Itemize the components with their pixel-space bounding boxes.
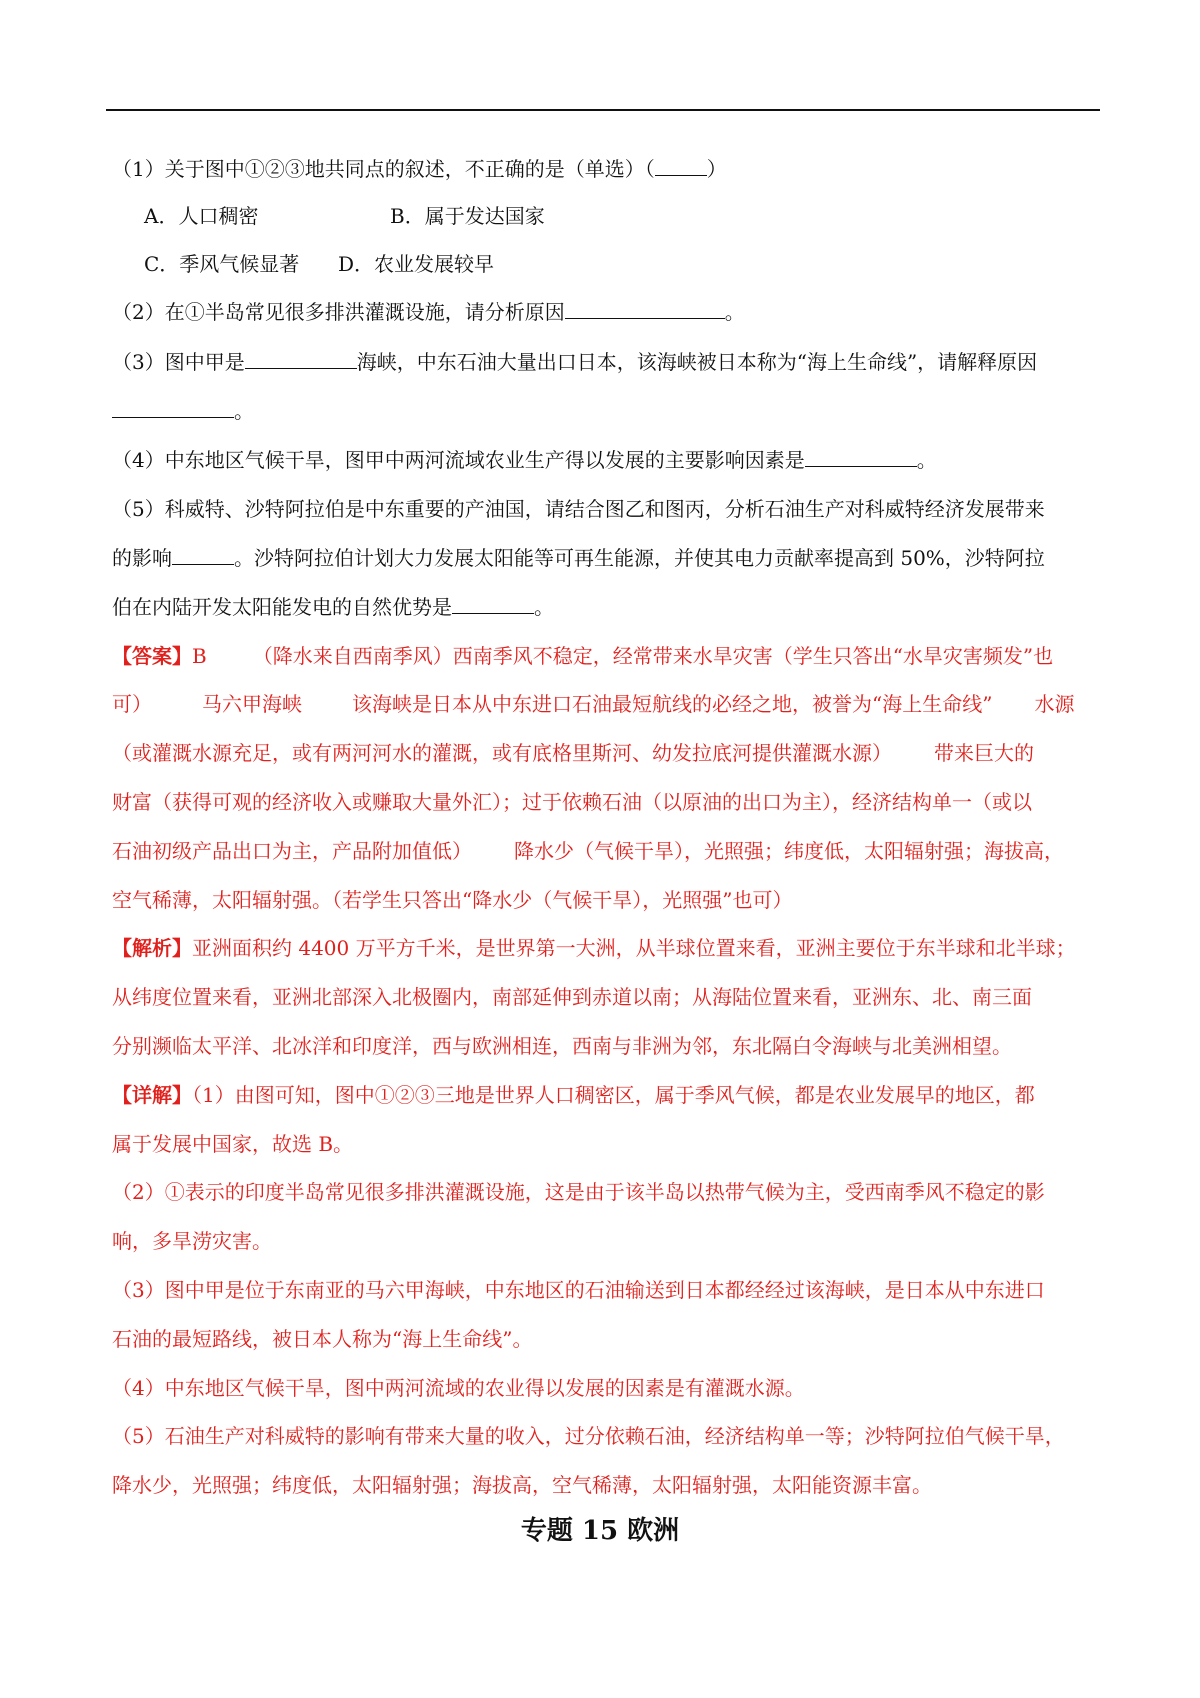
detail-line2: 属于发展中国家，故选 B。 [112,1132,354,1156]
detail-line4: 响，多旱涝灾害。 [112,1229,272,1253]
q3-answer-line: 。 [112,397,254,425]
q2-text: （2）在①半岛常见很多排洪灌溉设施，请分析原因 。 [112,300,745,324]
analysis-label: 【解析】 [112,936,192,960]
analysis-line2: 从纬度位置来看，亚洲北部深入北极圈内，南部延伸到赤道以南；从海陆位置来看，亚洲东、北、南三面 [112,985,1032,1009]
answer-line6: 空气稀薄，太阳辐射强。（若学生只答出“降水少（气候干旱），光照强”也可） [112,888,793,912]
detail-line1: 【详解】（1）由图可知，图中①②③三地是世界人口稠密区，属于季风气候，都是农业发展早的地区，都 [112,1083,1035,1107]
answer-line2: 可） 马六甲海峡 该海峡是日本从中东进口石油最短航线的必经之地，被誉为“海上生命线” 水源 [112,692,1075,716]
detail-line7: （4）中东地区气候干旱，图中两河流域的农业得以发展的因素是有灌溉水源。 [112,1376,805,1400]
option-b: B．属于发达国家 [390,204,545,228]
answer-blank [655,157,707,176]
answer-blank [565,300,725,319]
answer-blank [452,595,534,614]
header-rule [106,109,1100,111]
detail-line5: （3）图中甲是位于东南亚的马六甲海峡，中东地区的石油输送到日本都经经过该海峡，是日本从中东进口 [112,1278,1045,1302]
answer-blank [245,350,357,369]
answer-blank [172,546,234,565]
option-d: D．农业发展较早 [338,252,495,276]
q3-text: （3）图中甲是 海峡，中东石油大量出口日本，该海峡被日本称为“海上生命线”，请解释原因 [112,350,1038,374]
q4-text: （4）中东地区气候干旱，图甲中两河流域农业生产得以发展的主要影响因素是 。 [112,448,937,472]
q5-line2: 的影响 。沙特阿拉伯计划大力发展太阳能等可再生能源，并使其电力贡献率提高到 50%，沙特阿拉 [112,546,1045,570]
q1-stem: （1）关于图中①②③地共同点的叙述，不正确的是（单选）（ ） [112,157,727,181]
answer-blank [112,399,234,418]
answer-label: 【答案】 [112,644,192,668]
q1-options-row1 [144,202,545,230]
detail-line9: 降水少，光照强；纬度低，太阳辐射强；海拔高，空气稀薄，太阳辐射强，太阳能资源丰富。 [112,1473,932,1497]
analysis-line1: 【解析】亚洲面积约 4400 万平方千米，是世界第一大洲，从半球位置来看，亚洲主要位于东半球和北半球； [112,936,1076,960]
q1-options-row2 [144,250,495,278]
q5-line3: 伯在内陆开发太阳能发电的自然优势是 。 [112,595,554,619]
answer-line3: （或灌溉水源充足，或有两河河水的灌溉，或有底格里斯河、幼发拉底河提供灌溉水源） 带来巨大的 [112,741,1034,765]
detail-line6: 石油的最短路线，被日本人称为“海上生命线”。 [112,1327,533,1351]
option-a: A．人口稠密 [144,204,259,228]
analysis-line3: 分别濒临太平洋、北冰洋和印度洋，西与欧洲相连，西南与非洲为邻，东北隔白令海峡与北美洲相望。 [112,1034,1012,1058]
answer-blank [805,448,917,467]
answer-line1: 【答案】B （降水来自西南季风）西南季风不稳定，经常带来水旱灾害（学生只答出“水旱灾害频发”也 [112,644,1054,668]
section-title: 专题 15 欧洲 [520,1516,680,1546]
detail-label: 【详解】 [112,1083,192,1107]
answer-line4: 财富（获得可观的经济收入或赚取大量外汇）；过于依赖石油（以原油的出口为主），经济结构单一（或以 [112,790,1032,814]
option-c: C．季风气候显著 [144,252,300,276]
q5-line1: （5）科威特、沙特阿拉伯是中东重要的产油国，请结合图乙和图丙，分析石油生产对科威特经济发展带来 [112,497,1045,521]
detail-line8: （5）石油生产对科威特的影响有带来大量的收入，过分依赖石油，经济结构单一等；沙特阿拉伯气候干旱， [112,1424,1065,1448]
answer-line5: 石油初级产品出口为主，产品附加值低） 降水少（气候干旱），光照强；纬度低，太阳辐射强；海拔高， [112,839,1064,863]
detail-line3: （2）①表示的印度半岛常见很多排洪灌溉设施，这是由于该半岛以热带气候为主，受西南季风不稳定的影 [112,1180,1045,1204]
